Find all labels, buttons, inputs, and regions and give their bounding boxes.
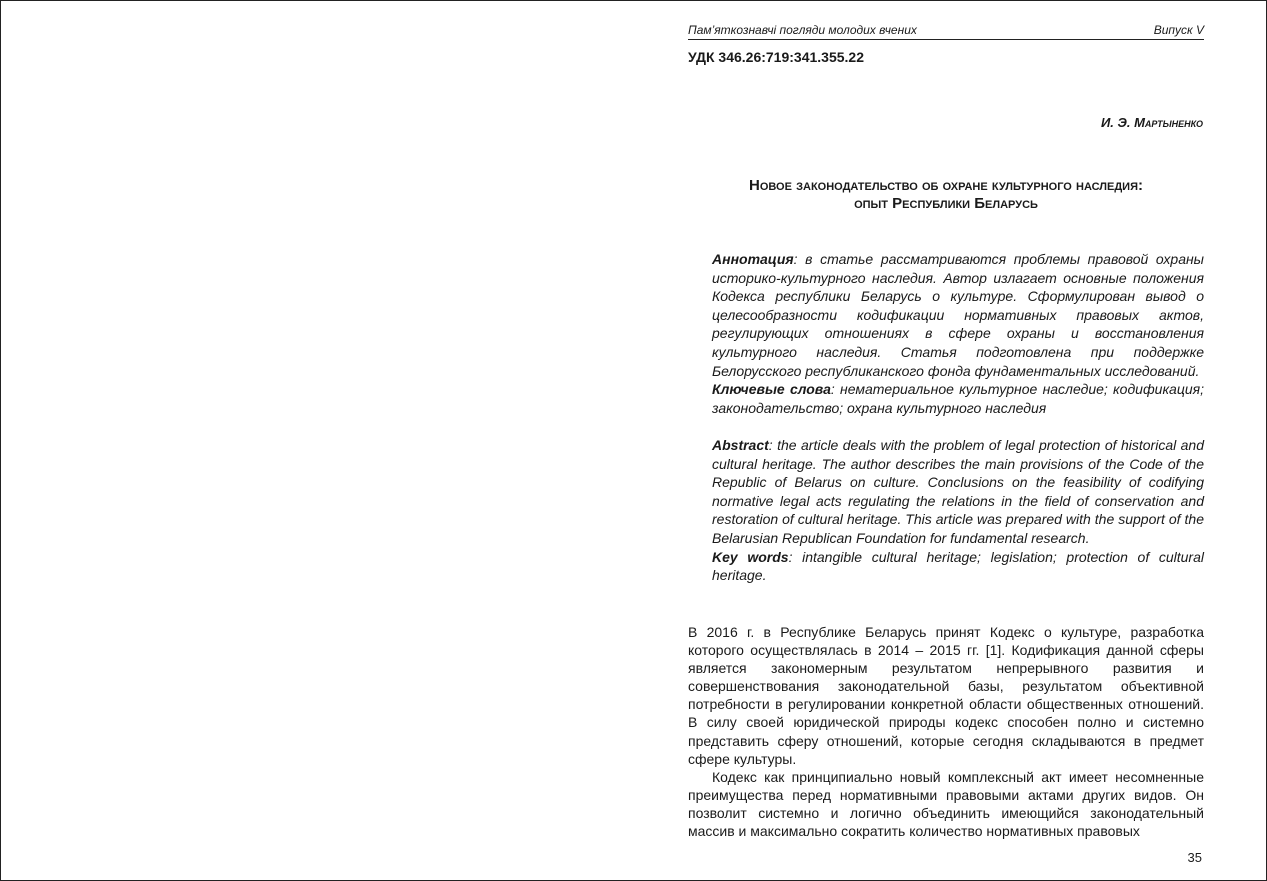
author-name: И. Э. Мартыненко — [1100, 115, 1203, 130]
page-number: 35 — [1187, 850, 1202, 865]
abstract-en-paragraph — [712, 436, 1204, 548]
keywords-ru-label: Ключевые слова — [712, 381, 831, 398]
journal-title: Пам’яткознавчі погляди молодих вчених — [688, 23, 917, 37]
body-text — [688, 623, 1204, 840]
annotation-paragraph — [712, 250, 1204, 380]
right-page — [634, 1, 1266, 880]
abstract-block — [712, 250, 1204, 585]
keywords-en-label: Key words — [712, 548, 789, 565]
body-paragraph-2: Кодекс как принципиально новый комплексный акт имеет несомненные преимущества перед нормативными правовыми актами других видов. Он позволит системно и логично объединить имеющийся законодательный массив и максимально сократить количество нормативных правовых — [688, 768, 1204, 840]
spacer — [712, 417, 1204, 436]
annotation-label: Аннотация — [712, 251, 794, 267]
abstract-en-text: : the article deals with the problem of legal protection of historical and cultural heritage. The author describes the main provisions of the Code of the Republic of Belarus on culture. Conclusions on the feasibility of codifying normative legal acts regulating the relations in the field of conservation and restoration of cultural heritage. This article was prepared with the support of the Belarusian Republican Foundation for fundamental research. — [712, 436, 1204, 546]
keywords-en-paragraph — [712, 548, 1204, 585]
keywords-en-text: : intangible cultural heritage; legislation; protection of cultural heritage. — [712, 548, 1204, 584]
udk-code: УДК 346.26:719:341.355.22 — [688, 49, 864, 65]
keywords-ru-text: : нематериальное культурное наследие; кодификация; законодательство; охрана культурного наследия — [712, 381, 1205, 416]
left-page-blank — [1, 1, 634, 880]
running-header — [688, 23, 1204, 40]
title-line-2: опыт Республики Беларусь — [854, 195, 1038, 212]
keywords-ru-paragraph — [712, 380, 1204, 417]
body-paragraph-1: В 2016 г. в Республике Беларусь принят Кодекс о культуре, разработка которого осуществлялась в 2014 – 2015 гг. [1]. Кодификация данной сферы является закономерным результатом непрерывного развития и совершенствования законодательной базы, результатом объективной потребности в регулировании конкретной области общественных отношений. В силу своей юридической природы кодекс способен полно и системно представить сферу отношений, которые сегодня складываются в предмет сфере культуры. — [688, 624, 1204, 767]
title-line-1: Новое законодательство об охране культурного наследия: — [749, 177, 1143, 194]
abstract-en-label: Abstract — [712, 436, 769, 453]
article-title — [688, 177, 1204, 213]
issue-label: Випуск V — [1153, 23, 1204, 37]
annotation-text: : в статье рассматриваются проблемы правовой охраны историко-культурного наследия. Автор излагает основные положения Кодекса республики Беларусь о культуре. Сформулирован вывод о целесообразности кодификации нормативных правовых актов, регулирующих отношениях в сфере охраны и восстановления культурного наследия. Статья подготовлена при поддержке Белорусского республиканского фонда фундаментальных исследований. — [712, 251, 1204, 379]
